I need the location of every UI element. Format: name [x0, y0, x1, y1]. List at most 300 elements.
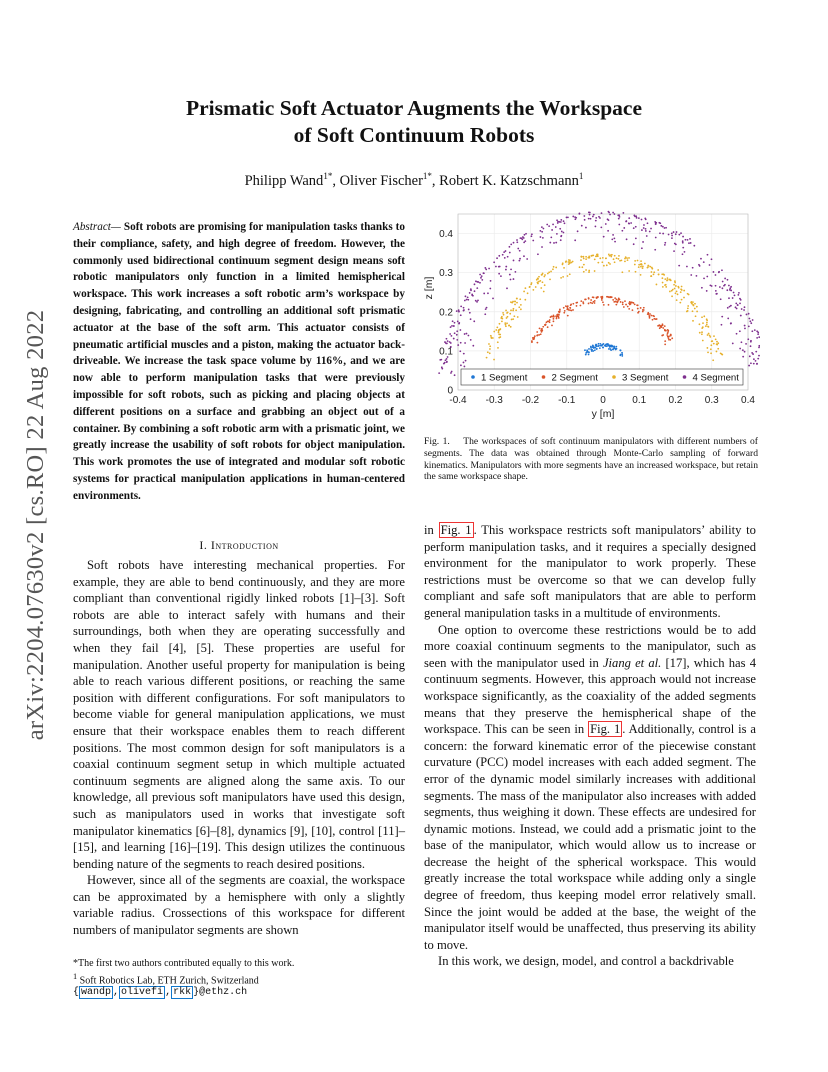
data-point: [654, 249, 656, 251]
data-point: [588, 271, 590, 273]
data-point: [474, 283, 476, 285]
data-point: [585, 354, 587, 356]
y-tick-label: 0.2: [439, 307, 453, 319]
data-point: [757, 331, 759, 333]
data-point: [605, 223, 607, 225]
data-point: [626, 257, 628, 259]
data-point: [592, 346, 594, 348]
data-point: [588, 351, 590, 353]
data-point: [608, 262, 610, 264]
data-point: [666, 334, 668, 336]
data-point: [681, 299, 683, 301]
x-tick-label: -0.3: [485, 395, 503, 406]
data-point: [579, 266, 581, 268]
data-point: [618, 255, 620, 257]
data-point: [616, 257, 618, 259]
data-point: [744, 306, 746, 308]
data-point: [569, 307, 571, 309]
data-point: [572, 216, 574, 218]
author-name: Philipp Wand: [244, 172, 324, 189]
data-point: [497, 341, 499, 343]
data-point: [608, 348, 610, 350]
data-point: [520, 308, 522, 310]
x-tick-label: 0.1: [632, 395, 647, 406]
data-point: [749, 320, 751, 322]
data-point: [523, 242, 525, 244]
data-point: [702, 322, 704, 324]
data-point: [541, 330, 543, 332]
data-point: [706, 276, 708, 278]
data-point: [457, 321, 459, 323]
data-point: [633, 302, 635, 304]
data-point: [598, 343, 600, 345]
data-point: [592, 216, 594, 218]
data-point: [669, 291, 671, 293]
footnote-equal-contribution: *The first two authors contributed equally to this work.: [73, 958, 295, 969]
data-point: [709, 264, 711, 266]
data-point: [740, 315, 742, 317]
data-point: [477, 281, 479, 283]
data-point: [665, 286, 667, 288]
data-point: [475, 280, 477, 282]
data-point: [490, 280, 492, 282]
data-point: [719, 286, 721, 288]
figure-reference-link[interactable]: Fig. 1: [440, 523, 472, 537]
data-point: [498, 255, 500, 257]
email-link-wandp[interactable]: wandp: [81, 987, 112, 999]
figure-reference-link[interactable]: Fig. 1: [590, 722, 621, 737]
data-point: [453, 338, 455, 340]
intro-paragraph-1: Soft robots have interesting mechanical properties. For example, they are able to bend continuously, and they are more compliant than conventional rigidly linked robots [1]–[3]. Soft robots are able to interact safely with humans and their surroundings, both when they are operating successfully and when they fail [4], [5]. These properties are useful for manipulation. Another useful property for manipulation is being able to reach various different positions, or reaching the same position with different configurations. For soft manipulators to become viable for general manipulation applications, we must ensure that their workspace enables them to reach different positions. The most common design for soft manipulators is a coaxial continuum segment setup in which multiple actuated continuum segments are aligned along the same axis. To our knowledge, all previous soft manipulators have used this design, such as manipulators used in works that investigate soft manipulator kinematics [6]–[8], dynamics [9], [10], control [11]–[15], and learning [16]–[19]. This design utilizes the continuous bending nature of the segments to reach desired positions.: [73, 558, 405, 871]
data-point: [645, 218, 647, 220]
title-line-2: of Soft Continuum Robots: [293, 123, 535, 147]
data-point: [675, 285, 677, 287]
data-point: [651, 268, 653, 270]
data-point: [692, 320, 694, 322]
data-point: [518, 260, 520, 262]
data-point: [675, 292, 677, 294]
data-point: [742, 356, 744, 358]
data-point: [664, 278, 666, 280]
data-point: [588, 348, 590, 350]
data-point: [711, 285, 713, 287]
data-point: [609, 263, 611, 265]
data-point: [600, 226, 602, 228]
data-point: [582, 303, 584, 305]
data-point: [741, 308, 743, 310]
data-point: [622, 212, 624, 214]
data-point: [594, 349, 596, 351]
data-point: [610, 296, 612, 298]
data-point: [721, 269, 723, 271]
data-point: [680, 232, 682, 234]
data-point: [625, 220, 627, 222]
data-point: [685, 239, 687, 241]
data-point: [596, 344, 598, 346]
data-point: [676, 290, 678, 292]
data-point: [739, 302, 741, 304]
data-point: [707, 334, 709, 336]
legend-marker: [612, 375, 616, 379]
data-point: [715, 285, 717, 287]
data-point: [686, 311, 688, 313]
data-point: [701, 327, 703, 329]
data-point: [699, 332, 701, 334]
data-point: [738, 292, 740, 294]
data-point: [585, 256, 587, 258]
data-point: [750, 322, 752, 324]
data-point: [620, 349, 622, 351]
data-point: [607, 344, 609, 346]
data-point: [650, 228, 652, 230]
data-point: [682, 247, 684, 249]
data-point: [517, 316, 519, 318]
data-point: [650, 275, 652, 277]
data-point: [684, 251, 686, 253]
data-point: [676, 231, 678, 233]
data-point: [608, 211, 610, 213]
data-point: [564, 222, 566, 224]
data-point: [701, 331, 703, 333]
data-point: [727, 318, 729, 320]
data-point: [671, 337, 673, 339]
right-paragraph-1-text: . This workspace restricts soft manipulators’ ability to perform manipulation tasks, and it requires a specially designed environment for the manipulator to work properly. These restrictions must be overcome so that we can develop fully compliant and safe soft manipulators that are able to perform general manipulation tasks in a multitude of environments.: [424, 523, 756, 620]
data-point: [567, 216, 569, 218]
data-point: [597, 345, 599, 347]
data-point: [658, 222, 660, 224]
data-point: [457, 344, 459, 346]
data-point: [614, 241, 616, 243]
data-point: [516, 239, 518, 241]
data-point: [662, 327, 664, 329]
data-point: [715, 274, 717, 276]
data-point: [736, 308, 738, 310]
data-point: [700, 258, 702, 260]
data-point: [601, 345, 603, 347]
data-point: [581, 266, 583, 268]
data-point: [533, 338, 535, 340]
introduction-body: [73, 557, 405, 939]
data-point: [568, 263, 570, 265]
data-point: [635, 226, 637, 228]
data-point: [592, 254, 594, 256]
data-point: [565, 260, 567, 262]
data-point: [618, 214, 620, 216]
figure-1: [424, 206, 760, 430]
data-point: [476, 301, 478, 303]
data-point: [722, 281, 724, 283]
data-point: [590, 218, 592, 220]
data-point: [586, 352, 588, 354]
data-point: [524, 234, 526, 236]
data-point: [687, 307, 689, 309]
data-point: [524, 287, 526, 289]
data-point: [691, 303, 693, 305]
data-point: [515, 309, 517, 311]
data-point: [519, 250, 521, 252]
data-point: [737, 304, 739, 306]
data-point: [742, 349, 744, 351]
right-paragraph-2-text-b: [17], which has 4 continuum segments. However, this approach would not increase workspace significantly, as the coaxiality of the added segments means that they preserve the hemispherical shape of the workspace. This can be seen in: [424, 655, 757, 737]
data-point: [601, 261, 603, 263]
data-point: [525, 233, 527, 235]
data-point: [464, 300, 466, 302]
data-point: [507, 311, 509, 313]
data-point: [449, 333, 451, 335]
data-point: [483, 293, 485, 295]
data-point: [720, 298, 722, 300]
data-point: [676, 299, 678, 301]
data-point: [470, 318, 472, 320]
data-point: [626, 238, 628, 240]
data-point: [710, 348, 712, 350]
data-point: [501, 316, 503, 318]
data-point: [580, 300, 582, 302]
data-point: [513, 278, 515, 280]
author-affiliation-mark: 1*: [422, 171, 432, 181]
data-point: [569, 309, 571, 311]
data-point: [699, 265, 701, 267]
data-point: [607, 296, 609, 298]
data-point: [641, 247, 643, 249]
data-point: [609, 255, 611, 257]
data-point: [715, 338, 717, 340]
data-point: [598, 216, 600, 218]
data-point: [531, 341, 533, 343]
right-paragraph-1: in Fig. 1 . This workspace restricts soft manipulators’ ability to perform manipulation tasks, and it requires a specially designed environment for the manipulator to work properly. These restrictions must be overcome so that we can develop fully compliant and safe soft manipulators that are able to perform general manipulation tasks in a multitude of environments.: [424, 523, 756, 620]
data-point: [514, 304, 516, 306]
data-point: [451, 325, 453, 327]
data-point: [717, 348, 719, 350]
data-point: [556, 233, 558, 235]
data-point: [453, 325, 455, 327]
data-point: [737, 294, 739, 296]
data-point: [634, 303, 636, 305]
data-point: [516, 241, 518, 243]
data-point: [718, 271, 720, 273]
data-point: [599, 347, 601, 349]
data-point: [635, 238, 637, 240]
author-affiliation-mark: 1: [578, 171, 584, 181]
data-point: [749, 355, 751, 357]
data-point: [689, 238, 691, 240]
data-point: [614, 255, 616, 257]
figure-caption: [424, 436, 758, 483]
data-point: [463, 309, 465, 311]
data-point: [510, 279, 512, 281]
data-point: [606, 264, 608, 266]
data-point: [566, 306, 568, 308]
data-point: [538, 276, 540, 278]
data-point: [450, 326, 452, 328]
data-point: [691, 301, 693, 303]
data-point: [664, 244, 666, 246]
data-point: [595, 226, 597, 228]
data-point: [663, 274, 665, 276]
arxiv-identifier-text: arXiv:2204.07630v2 [cs.RO] 22 Aug 2022: [22, 309, 49, 741]
data-point: [662, 323, 664, 325]
data-point: [541, 246, 543, 248]
data-point: [594, 259, 596, 261]
data-point: [628, 217, 630, 219]
email-brace: {: [73, 987, 80, 999]
data-point: [755, 351, 757, 353]
data-point: [451, 335, 453, 337]
data-point: [664, 242, 666, 244]
data-point: [680, 291, 682, 293]
data-point: [686, 266, 688, 268]
data-point: [508, 325, 510, 327]
data-point: [456, 339, 458, 341]
data-point: [662, 286, 664, 288]
data-point: [445, 359, 447, 361]
footnotes: [73, 958, 405, 1000]
data-point: [715, 290, 717, 292]
data-point: [591, 350, 593, 352]
data-point: [458, 322, 460, 324]
data-point: [555, 267, 557, 269]
data-point: [563, 232, 565, 234]
data-point: [458, 309, 460, 311]
data-point: [744, 328, 746, 330]
data-point: [560, 221, 562, 223]
data-point: [666, 280, 668, 282]
data-point: [520, 304, 522, 306]
data-point: [476, 287, 478, 289]
data-point: [467, 299, 469, 301]
data-point: [505, 325, 507, 327]
data-point: [708, 326, 710, 328]
data-point: [485, 269, 487, 271]
data-point: [588, 354, 590, 356]
right-paragraph-2: [424, 622, 756, 954]
data-point: [454, 322, 456, 324]
data-point: [588, 303, 590, 305]
data-point: [548, 271, 550, 273]
data-point: [649, 317, 651, 319]
data-point: [563, 312, 565, 314]
data-point: [673, 284, 675, 286]
x-tick-label: 0.3: [704, 395, 719, 406]
data-point: [739, 330, 741, 332]
data-point: [710, 352, 712, 354]
data-point: [702, 340, 704, 342]
data-point: [510, 309, 512, 311]
x-tick-label: 0.4: [741, 395, 755, 406]
data-point: [591, 302, 593, 304]
section-title: Introduction: [210, 538, 279, 552]
data-point: [621, 355, 623, 357]
data-point: [584, 349, 586, 351]
data-point: [563, 307, 565, 309]
data-point: [589, 214, 591, 216]
data-point: [730, 322, 732, 324]
data-point: [750, 362, 752, 364]
data-point: [513, 315, 515, 317]
data-point: [479, 282, 481, 284]
data-point: [464, 342, 466, 344]
data-point: [556, 316, 558, 318]
data-point: [567, 315, 569, 317]
data-point: [736, 333, 738, 335]
email-link-rkk[interactable]: rkk: [173, 987, 192, 999]
data-point: [591, 349, 593, 351]
affiliation-text: Soft Robotics Lab, ETH Zurich, Switzerland: [79, 974, 259, 986]
data-point: [727, 279, 729, 281]
data-point: [563, 267, 565, 269]
data-point: [692, 310, 694, 312]
data-point: [681, 289, 683, 291]
data-point: [608, 304, 610, 306]
data-point: [542, 273, 544, 275]
data-point: [641, 264, 643, 266]
legend-marker: [542, 375, 546, 379]
data-point: [706, 322, 708, 324]
data-point: [619, 354, 621, 356]
footnote-mark: 1: [73, 971, 78, 981]
data-point: [603, 236, 605, 238]
data-point: [601, 212, 603, 214]
data-point: [586, 349, 588, 351]
data-point: [703, 277, 705, 279]
data-point: [649, 313, 651, 315]
data-point: [673, 250, 675, 252]
data-point: [674, 282, 676, 284]
data-point: [557, 221, 559, 223]
data-point: [583, 271, 585, 273]
data-point: [484, 313, 486, 315]
data-point: [612, 299, 614, 301]
data-point: [688, 242, 690, 244]
data-point: [544, 324, 546, 326]
data-point: [674, 243, 676, 245]
data-point: [614, 348, 616, 350]
data-point: [576, 302, 578, 304]
data-point: [472, 345, 474, 347]
data-point: [642, 311, 644, 313]
data-point: [549, 321, 551, 323]
data-point: [612, 212, 614, 214]
data-point: [600, 343, 602, 345]
data-point: [629, 304, 631, 306]
data-point: [649, 231, 651, 233]
data-point: [701, 333, 703, 335]
data-point: [492, 298, 494, 300]
data-point: [499, 323, 501, 325]
data-point: [557, 316, 559, 318]
caption-label: Fig. 1.: [424, 436, 450, 447]
data-point: [489, 345, 491, 347]
data-point: [613, 237, 615, 239]
data-point: [751, 330, 753, 332]
x-tick-label: -0.4: [449, 395, 467, 406]
footnote-affiliation: [73, 971, 405, 988]
data-point: [743, 309, 745, 311]
data-point: [596, 348, 598, 350]
title-line-1: Prismatic Soft Actuator Augments the Workspace: [185, 96, 643, 120]
data-point: [682, 236, 684, 238]
data-point: [721, 324, 723, 326]
data-point: [621, 271, 623, 273]
data-point: [581, 256, 583, 258]
data-point: [618, 224, 620, 226]
data-point: [481, 279, 483, 281]
data-point: [544, 274, 546, 276]
email-link-olivefi[interactable]: olivefi: [121, 987, 164, 999]
data-point: [670, 335, 672, 337]
data-point: [668, 339, 670, 341]
data-point: [633, 243, 635, 245]
